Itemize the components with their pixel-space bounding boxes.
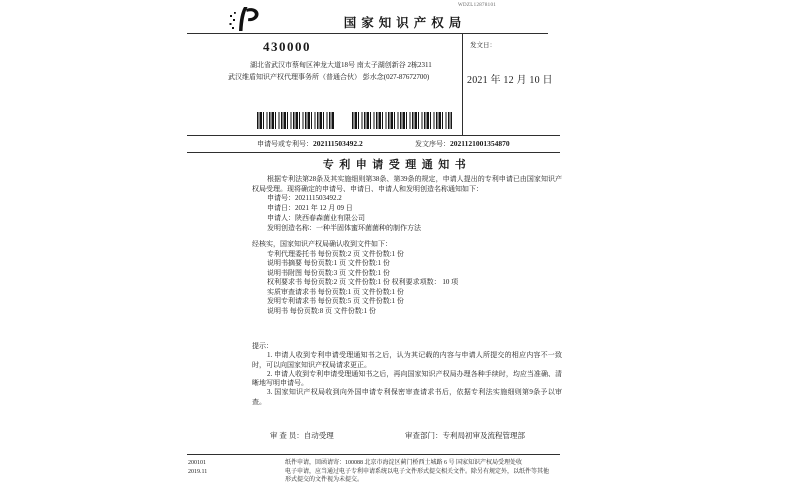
received-file-item: 发明专利请求书 每份页数:5 页 文件份数:1 份 (267, 297, 404, 305)
intro-paragraph: 根据专利法第28条及其实施细则第38条、第39条的规定，申请人提出的专利申请已由国家知识产权局受理。现将确定的申请号、申请日、申请人和发明创造名称通知如下： (252, 175, 562, 193)
footer-code: 2019.11 (188, 468, 208, 475)
note-item: 2. 申请人收到专利申请受理通知书之后，再向国家知识产权局办理各种手续时，均应当准确、清晰地写明申请号。 (252, 369, 562, 388)
issue-date-label: 发文日： (470, 42, 496, 49)
notice-title: 专利申请受理通知书 (322, 159, 472, 171)
field-application-number: 申请号：202111503492.2 (267, 194, 342, 202)
cnipa-logo-icon (228, 6, 266, 32)
field-filing-date: 申请日：2021 年 12 月 09 日 (267, 203, 353, 212)
application-number-row (257, 139, 363, 149)
serial-number-value: 2021121001354870 (450, 139, 510, 148)
examiner-label: 审 查 员： (270, 431, 304, 440)
footer-code: 200101 (188, 460, 206, 466)
note-item: 1. 申请人收到专利申请受理通知书之后，认为其记载的内容与申请人所提交的相应内容不一致时，可以向国家知识产权局请求更正。 (252, 351, 562, 369)
department-label: 审查部门： (405, 431, 443, 440)
application-fields (267, 194, 421, 234)
received-file-item: 实质审查请求书 每份页数:1 页 文件份数:1 份 (267, 287, 404, 296)
footer (188, 459, 556, 485)
footer-row (188, 459, 556, 468)
department-value: 专利局初审及流程管理部 (442, 431, 525, 440)
received-files-header: 经核实，国家知识产权局确认收到文件如下： (252, 240, 392, 248)
header-rule (187, 33, 548, 34)
note-item: 3. 国家知识产权局收到向外国申请专利保密审查请求书后，依据专利法实施细则第9条予以审查。 (252, 388, 562, 406)
footer-text: 纸件申请，回函请寄：100088 北京市海淀区蓟门桥西土城路 6 号 国家知识产权局受理处收 (285, 460, 523, 466)
issue-box-divider (462, 33, 463, 136)
received-file-item: 说明书 每份页数:8 页 文件份数:1 份 (267, 306, 376, 315)
mailing-address-line2: 武汉维盾知识产权代理事务所（普通合伙） 彭水念(027-87672700) (228, 73, 430, 81)
footer-row (188, 468, 556, 485)
serial-number-row (415, 139, 510, 149)
issue-date-value: 2021 年 12 月 10 日 (467, 75, 553, 86)
agency-title: 国家知识产权局 (343, 16, 467, 30)
received-file-item: 专利代理委托书 每份页数:2 页 文件份数:1 份 (267, 249, 404, 258)
barcode-icon (352, 112, 452, 129)
footer-text: 电子申请，应当通过电子专利申请系统以电子文件形式提交相关文件。除另有规定外，以纸件等其他形式提交的文件视为未提交。 (285, 468, 550, 484)
corner-doc-code: WDZL12878101 (458, 3, 497, 8)
received-file-item: 说明书摘要 每份页数:1 页 文件份数:1 份 (267, 259, 390, 267)
received-file-item: 说明书附图 每份页数:3 页 文件份数:1 份 (267, 268, 390, 277)
application-number-value: 202111503492.2 (313, 139, 363, 148)
notes-section (252, 342, 562, 407)
examiner-row (270, 430, 334, 441)
received-file-item: 权利要求书 每份页数:2 页 文件份数:1 份 权利要求项数： 10 项 (267, 278, 459, 286)
barcode-icon (257, 112, 335, 129)
footer-rule (187, 454, 560, 455)
received-files-section (252, 240, 458, 316)
department-row (405, 430, 525, 441)
examiner-value: 自动受理 (303, 431, 334, 440)
application-number-label: 申请号或专利号： (257, 140, 313, 148)
reference-rule-top (187, 135, 560, 136)
reference-rule-bottom (187, 152, 560, 153)
field-invention-title: 发明创造名称：一种半固体蜜环菌菌种的制作方法 (267, 223, 421, 232)
mailing-postal-code: 430000 (263, 39, 311, 54)
mailing-address-line1: 湖北省武汉市蔡甸区神龙大道18号 南太子湖创新谷 2栋2311 (250, 61, 432, 69)
notes-header: 提示： (252, 342, 273, 350)
field-applicant: 申请人：陕西春森菌业有限公司 (267, 213, 365, 222)
serial-number-label: 发文序号： (415, 140, 450, 148)
